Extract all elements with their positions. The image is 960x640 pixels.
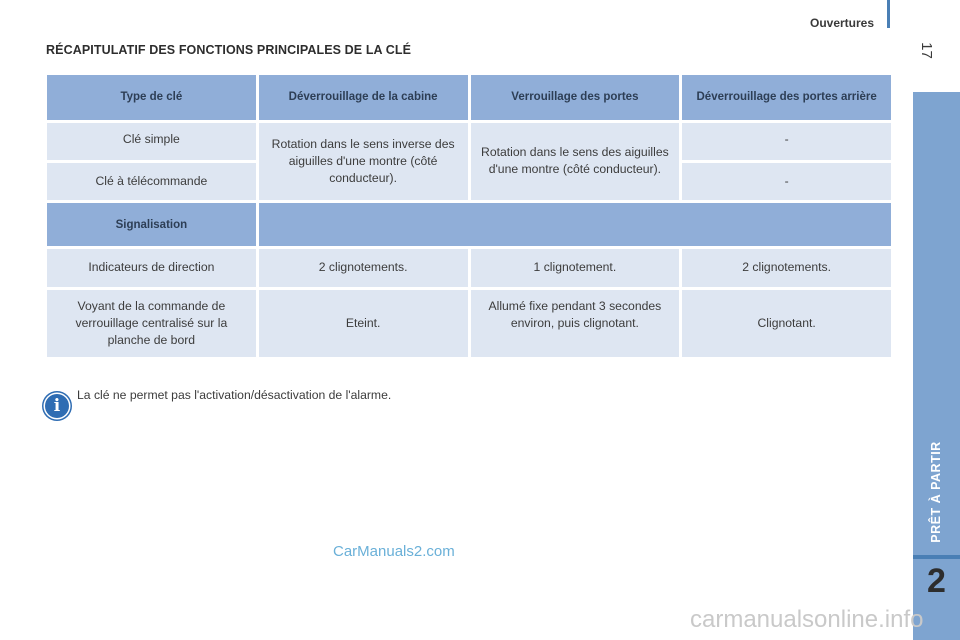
- cabin-unlock-cell: 2 clignotements.: [259, 249, 468, 287]
- cabin-unlock-cell: Rotation dans le sens inverse des aiguilles d'une montre (côté conducteur).: [259, 123, 468, 201]
- table-row: [47, 249, 891, 287]
- key-type-cell: Clé simple: [47, 123, 256, 160]
- signal-header-band: [259, 203, 891, 245]
- chapter-label: PRÊT À PARTIR: [929, 441, 943, 543]
- section-title: Ouvertures: [810, 16, 875, 30]
- rear-unlock-cell: 2 clignotements.: [682, 249, 891, 287]
- signal-header-row: [47, 203, 891, 245]
- rear-unlock-cell: Clignotant.: [682, 290, 891, 357]
- door-lock-cell: 1 clignotement.: [471, 249, 680, 287]
- door-lock-cell: Rotation dans le sens des aiguilles d'une montre (côté conducteur).: [471, 123, 680, 201]
- key-functions-table: [44, 72, 894, 360]
- rear-unlock-cell: -: [682, 123, 891, 160]
- table-header-row: [47, 75, 891, 120]
- signal-header: Signalisation: [47, 203, 256, 245]
- rear-unlock-cell: -: [682, 163, 891, 200]
- cabin-unlock-cell: Eteint.: [259, 290, 468, 357]
- info-note: La clé ne permet pas l'activation/désactivation de l'alarme.: [77, 388, 392, 402]
- info-icon: [45, 394, 69, 418]
- header-divider: [887, 0, 890, 28]
- table-row: [47, 290, 891, 357]
- column-header: Déverrouillage des portes arrière: [682, 75, 891, 120]
- table-row: [47, 163, 891, 200]
- page-number: 17: [917, 42, 935, 59]
- key-type-cell: Clé à télécommande: [47, 163, 256, 200]
- info-icon-glyph: i: [53, 396, 61, 416]
- chapter-divider: [913, 555, 960, 559]
- column-header: Déverrouillage de la cabine: [259, 75, 468, 120]
- table-row: [47, 123, 891, 160]
- watermark-secondary: carmanualsonline.info: [690, 606, 924, 633]
- signal-label-cell: Voyant de la commande de verrouillage centralisé sur la planche de bord: [47, 290, 256, 357]
- door-lock-cell: Allumé fixe pendant 3 secondes environ, puis clignotant.: [471, 290, 680, 357]
- document-title: RÉCAPITULATIF DES FONCTIONS PRINCIPALES DE LA CLÉ: [46, 43, 412, 57]
- column-header: Type de clé: [47, 75, 256, 120]
- watermark-primary: CarManuals2.com: [333, 543, 455, 560]
- signal-label-cell: Indicateurs de direction: [47, 249, 256, 287]
- column-header: Verrouillage des portes: [471, 75, 680, 120]
- chapter-number: 2: [927, 562, 946, 600]
